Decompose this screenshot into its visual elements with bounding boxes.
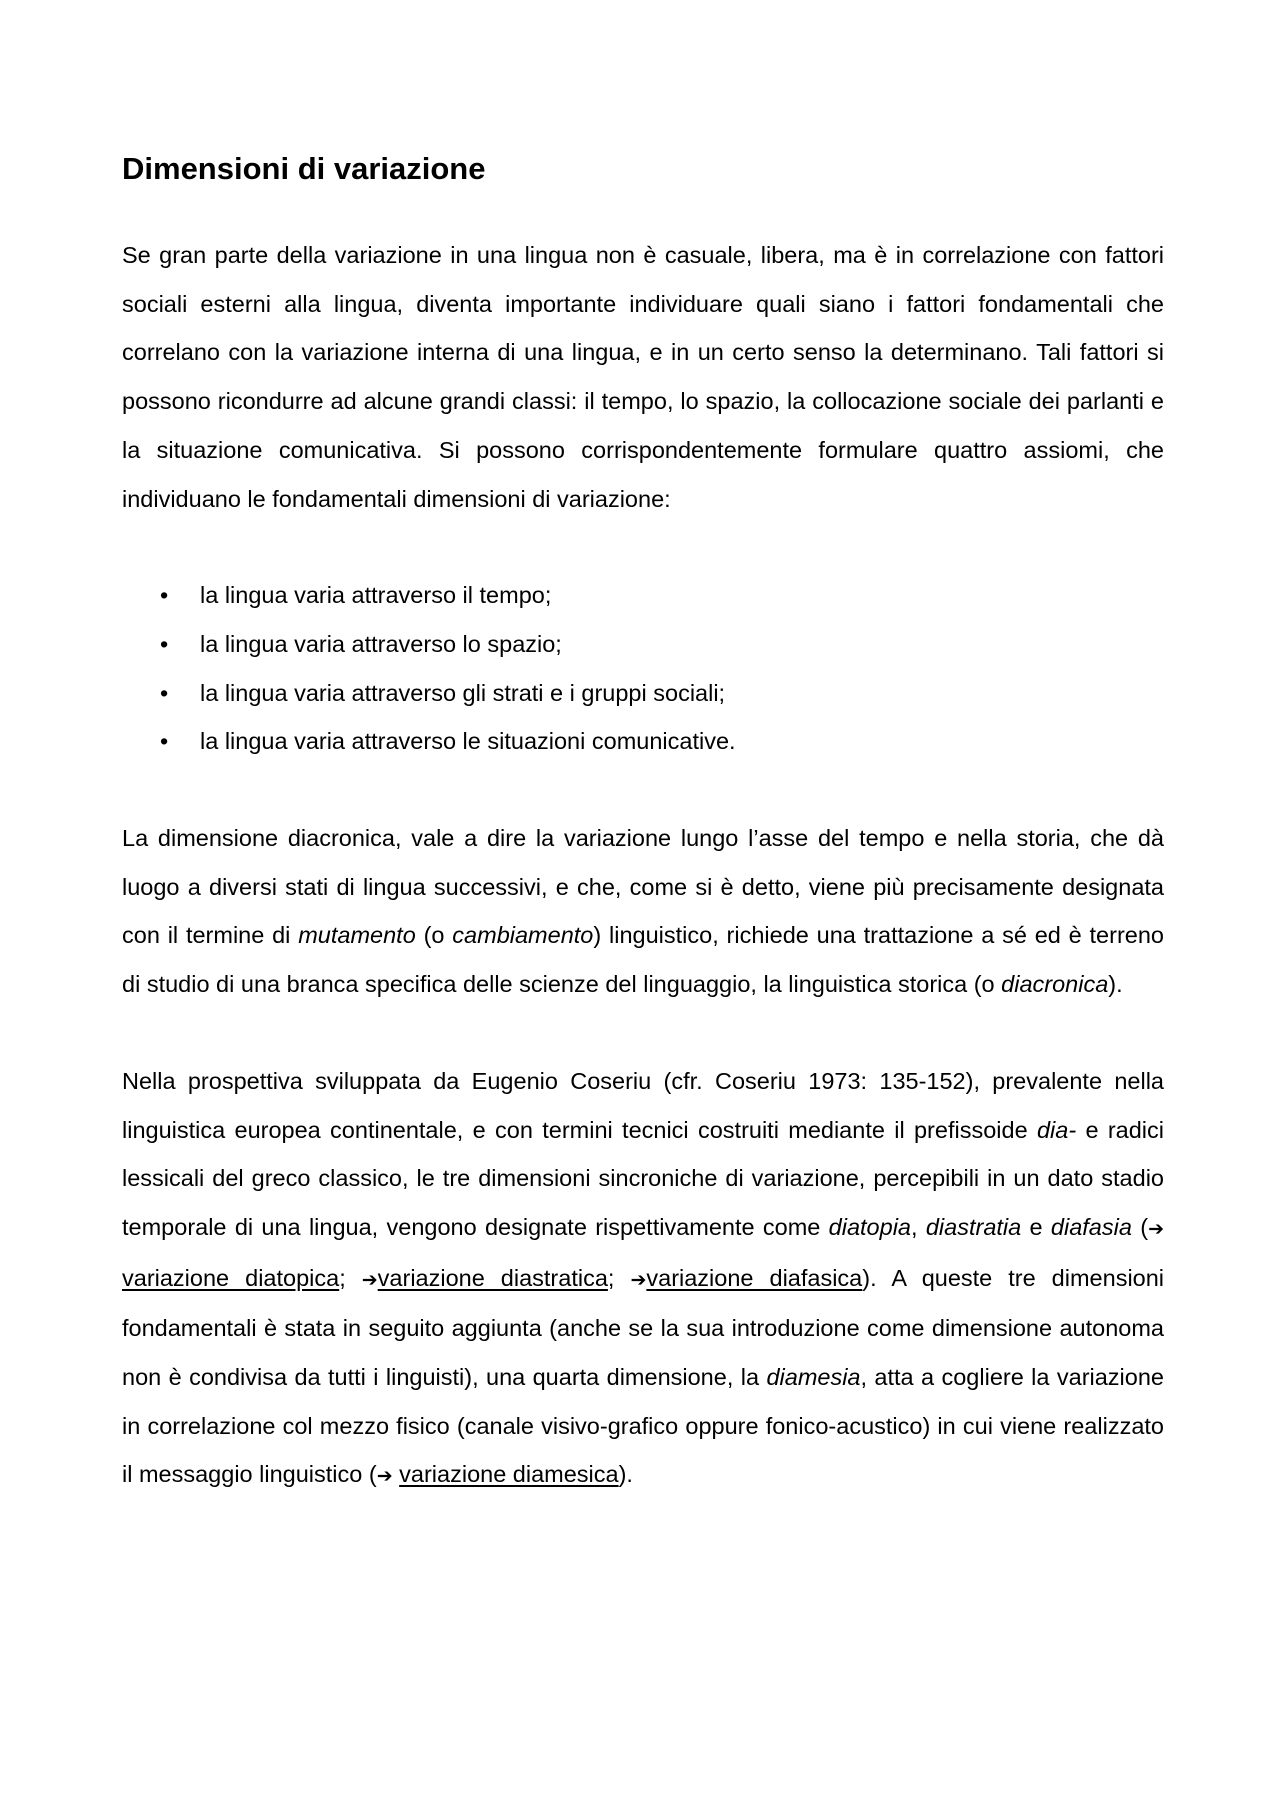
- term-diacronica: diacronica: [1001, 971, 1109, 998]
- list-item-text: la lingua varia attraverso il tempo;: [200, 582, 552, 609]
- text-run: (o: [415, 922, 453, 949]
- text-run: ;: [607, 1264, 631, 1291]
- document-page: [122, 150, 1164, 1501]
- text-run: , atta a cogliere la variazione in correlazione col mezzo fisico (canale visivo-grafico oppure fonico-acustico) in cui viene realizzato il messaggio linguistico (: [122, 1364, 1164, 1488]
- text-run: e radici lessicali del greco classico, le tre dimensioni sincroniche di variazione, percepibili in un dato stadio temporale di una lingua, vengono designate rispettivamente come: [122, 1116, 1164, 1240]
- text-run: ).: [618, 1461, 633, 1488]
- arrow-right-icon: ➔: [376, 1465, 393, 1488]
- arrow-right-icon: ➔: [361, 1268, 378, 1291]
- bullet-icon: •: [160, 630, 169, 657]
- text-run: (: [1131, 1213, 1149, 1240]
- text-run: ).: [1108, 971, 1123, 998]
- page-title: Dimensioni di variazione: [122, 151, 486, 186]
- term-diatopia: diatopia: [828, 1213, 911, 1240]
- term-diamesia: diamesia: [766, 1364, 861, 1391]
- list-item-text: la lingua varia attraverso le situazioni comunicative.: [200, 728, 736, 755]
- text-run: Nella prospettiva sviluppata da Eugenio Coseriu (cfr. Coseriu 1973: 135-152), prevalente nella linguistica europea continentale, e con termini tecnici costruiti mediante il prefissoide: [122, 1067, 1164, 1143]
- text-run: ) linguistico, richiede una trattazione a sé ed è terreno di studio di una branca specifica delle scienze del linguaggio, la linguistica storica (o: [122, 922, 1164, 998]
- term-diafasia: diafasia: [1050, 1213, 1132, 1240]
- list-item-text: la lingua varia attraverso lo spazio;: [200, 630, 562, 657]
- link-variazione-diamesica[interactable]: variazione diamesica: [399, 1461, 619, 1488]
- text-run: ,: [911, 1213, 926, 1240]
- list-item: [122, 669, 1164, 718]
- text-run: ;: [339, 1264, 362, 1291]
- term-dia: dia-: [1036, 1116, 1077, 1143]
- text-run: ). A queste tre dimensioni fondamentali è stata in seguito aggiunta (anche se la sua introduzione come dimensione autonoma non è condivisa da tutti i linguisti), una quarta dimensione, la: [122, 1264, 1165, 1391]
- link-variazione-diafasica[interactable]: variazione diafasica: [646, 1264, 863, 1291]
- paragraph-intro: Se gran parte della variazione in una lingua non è casuale, libera, ma è in correlazione con fattori sociali esterni alla lingua, diventa importante individuare quali siano i fattori fondamentali che correlano con la variazione interna di una lingua, e in un certo senso la determinano. Tali fattori si possono ricondurre ad alcune grandi classi: il tempo, lo spazio, la collocazione sociale dei parlanti e la situazione comunicativa. Si possono corrispondentemente formulare quattro assiomi, che individuano le fondamentali dimensioni di variazione:: [122, 242, 1164, 512]
- paragraph-coseriu: [122, 1057, 1164, 1501]
- arrow-right-icon: ➔: [630, 1268, 647, 1291]
- bullet-icon: •: [160, 582, 169, 609]
- list-item-text: la lingua varia attraverso gli strati e i gruppi sociali;: [200, 679, 726, 706]
- list-item: [122, 717, 1164, 766]
- list-item: [122, 571, 1164, 620]
- text-run: e: [1021, 1213, 1051, 1240]
- list-item: [122, 620, 1164, 669]
- arrow-right-icon: ➔: [1148, 1217, 1164, 1240]
- term-mutamento: mutamento: [298, 922, 416, 949]
- bullet-icon: •: [160, 679, 169, 706]
- link-variazione-diatopica[interactable]: variazione diatopica: [122, 1264, 340, 1291]
- term-cambiamento: cambiamento: [452, 922, 594, 949]
- link-variazione-diastratica[interactable]: variazione diastratica: [377, 1264, 608, 1291]
- paragraph-diacronica: [122, 814, 1164, 1009]
- term-diastratia: diastratia: [925, 1213, 1022, 1240]
- axioms-list: [122, 571, 1164, 766]
- text-run: La dimensione diacronica, vale a dire la variazione lungo l’asse del tempo e nella storia, che dà luogo a diversi stati di lingua successivi, e che, come si è detto, viene più precisamente designata con il termine di: [122, 825, 1164, 949]
- bullet-icon: •: [160, 728, 169, 755]
